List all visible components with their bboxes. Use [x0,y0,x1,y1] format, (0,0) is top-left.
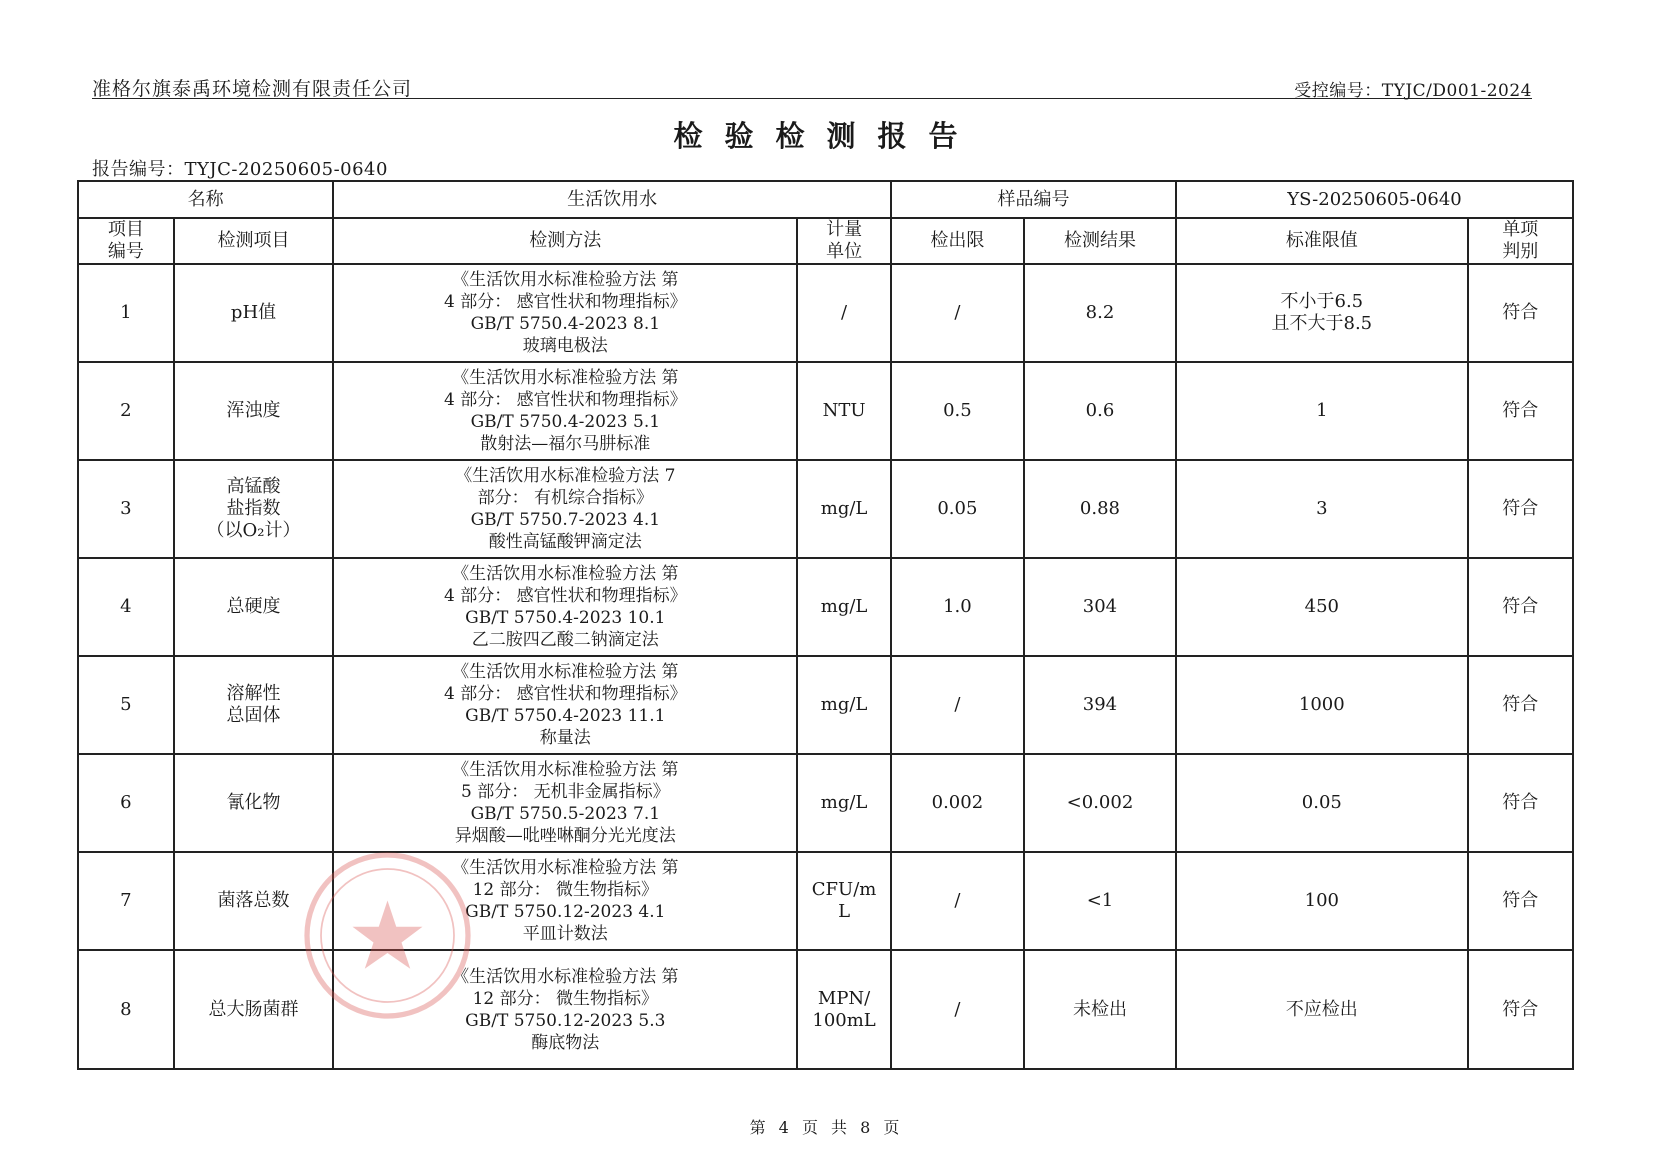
sample-info-row [78,181,1573,218]
unit-cell-line: MPN/ [817,987,871,1009]
method-cell-line: 《生活饮用水标准检验方法 第 [452,270,679,290]
item-name-cell [174,656,334,754]
standard-limit-cell [1176,852,1468,950]
sample-value: YS-20250605-0640 [1176,181,1573,218]
table-row [78,264,1573,362]
item-name-cell [174,362,334,460]
item-name-cell-line: 高锰酸 [226,476,281,497]
col-judgement-line: 判别 [1502,241,1539,262]
col-unit-line: 单位 [826,241,863,262]
standard-limit-cell-line: 1 [1316,400,1328,421]
method-cell-line: 《生活饮用水标准检验方法 第 [452,662,679,682]
standard-limit-cell-line: 1000 [1298,694,1345,715]
sample-label: 样品编号 [891,181,1176,218]
standard-limit-cell-line: 且不大于8.5 [1271,313,1373,334]
item-name-cell-line: 氰化物 [226,792,281,813]
method-cell [333,950,797,1069]
unit-cell [797,852,891,950]
detection-limit-cell: 0.002 [891,754,1024,852]
method-cell-line: GB/T 5750.5-2023 7.1 [470,804,661,824]
judgement-cell: 符合 [1468,264,1573,362]
method-cell-line: 12 部分： 微生物指标》 [472,988,659,1009]
col-unit [797,218,891,264]
method-cell-line: 称量法 [539,728,591,748]
name-value: 生活饮用水 [333,181,891,218]
report-number: 报告编号：TYJC-20250605-0640 [92,159,388,180]
name-label: 名称 [78,181,333,218]
standard-limit-cell-line: 3 [1316,498,1328,519]
method-cell [333,656,797,754]
method-cell-line: 4 部分： 感官性状和物理指标》 [443,390,687,410]
unit-cell-line: / [841,302,848,323]
col-item: 检测项目 [174,218,334,264]
method-cell-line: 《生活饮用水标准检验方法 第 [452,368,679,388]
unit-cell [797,656,891,754]
unit-cell-line: CFU/m [811,879,877,900]
standard-limit-cell-line: 不应检出 [1285,998,1358,1020]
col-limit: 检出限 [891,218,1024,264]
table-row [78,558,1573,656]
col-item-no-line: 编号 [107,241,144,262]
page-header [92,72,1532,99]
item-name-cell-line: 总固体 [226,705,281,726]
report-table-body [78,181,1573,1069]
item-name-cell-line: pH值 [230,302,277,323]
col-standard: 标准限值 [1176,218,1468,264]
item-number-cell: 2 [78,362,174,460]
method-cell [333,754,797,852]
col-method: 检测方法 [333,218,797,264]
item-name-cell-line: 溶解性 [226,683,281,704]
col-item-no-line: 项目 [107,219,144,240]
method-cell [333,460,797,558]
judgement-cell: 符合 [1468,656,1573,754]
method-cell [333,558,797,656]
method-cell-line: GB/T 5750.7-2023 4.1 [470,510,661,530]
unit-cell-line: mg/L [820,792,868,813]
result-cell: <0.002 [1024,754,1176,852]
method-cell-line: 《生活饮用水标准检验方法 7 [455,466,676,486]
result-cell: 8.2 [1024,264,1176,362]
method-cell-line: 平皿计数法 [522,924,608,944]
unit-cell [797,460,891,558]
method-cell-line: 散射法—福尔马肼标准 [480,434,651,454]
item-name-cell-line: 浑浊度 [226,400,281,421]
standard-limit-cell [1176,558,1468,656]
result-cell: 0.6 [1024,362,1176,460]
unit-cell-line: L [838,901,851,922]
method-cell-line: 《生活饮用水标准检验方法 第 [452,858,679,878]
report-table [77,180,1574,1070]
unit-cell-line: NTU [822,400,866,421]
table-row [78,460,1573,558]
standard-limit-cell [1176,950,1468,1069]
method-cell [333,362,797,460]
method-cell-line: 4 部分： 感官性状和物理指标》 [443,292,687,312]
method-cell-line: 《生活饮用水标准检验方法 第 [452,760,679,780]
col-item-no [78,218,174,264]
method-cell [333,852,797,950]
item-number-cell: 4 [78,558,174,656]
unit-cell-line: mg/L [820,498,868,519]
unit-cell-line: mg/L [820,694,868,715]
item-name-cell [174,558,334,656]
item-name-cell-line: 总硬度 [226,596,281,617]
detection-limit-cell: 1.0 [891,558,1024,656]
method-cell-line: GB/T 5750.4-2023 8.1 [470,314,661,334]
item-name-cell [174,852,334,950]
result-cell: 0.88 [1024,460,1176,558]
method-cell-line: 《生活饮用水标准检验方法 第 [452,966,679,987]
judgement-cell: 符合 [1468,460,1573,558]
item-name-cell-line: （以O₂计） [206,520,301,541]
method-cell-line: 《生活饮用水标准检验方法 第 [452,564,679,584]
unit-cell [797,558,891,656]
method-cell-line: 5 部分： 无机非金属指标》 [460,782,670,802]
table-row [78,754,1573,852]
item-name-cell [174,754,334,852]
table-row [78,950,1573,1069]
unit-cell [797,754,891,852]
item-name-cell [174,950,334,1069]
standard-limit-cell-line: 450 [1304,596,1339,617]
unit-cell-line: mg/L [820,596,868,617]
method-cell-line: GB/T 5750.4-2023 5.1 [470,412,661,432]
item-name-cell-line: 菌落总数 [217,890,290,911]
method-cell-line: 部分： 有机综合指标》 [477,488,653,508]
document-title: 检验检测报告 [673,119,980,153]
item-name-cell [174,264,334,362]
result-cell: 394 [1024,656,1176,754]
item-number-cell: 8 [78,950,174,1069]
detection-limit-cell: 0.05 [891,460,1024,558]
detection-limit-cell: / [891,656,1024,754]
table-row [78,656,1573,754]
item-number-cell: 6 [78,754,174,852]
standard-limit-cell [1176,362,1468,460]
standard-limit-cell-line: 100 [1304,890,1339,911]
column-header-row [78,218,1573,264]
standard-limit-cell-line: 不小于6.5 [1280,291,1364,312]
method-cell [333,264,797,362]
result-cell: <1 [1024,852,1176,950]
method-cell-line: 4 部分： 感官性状和物理指标》 [443,586,687,606]
method-cell-line: 酶底物法 [531,1032,600,1053]
method-cell-line: 玻璃电极法 [522,336,608,356]
item-number-cell: 3 [78,460,174,558]
standard-limit-cell [1176,264,1468,362]
detection-limit-cell: 0.5 [891,362,1024,460]
unit-cell [797,362,891,460]
method-cell-line: 乙二胺四乙酸二钠滴定法 [471,630,659,650]
judgement-cell: 符合 [1468,754,1573,852]
col-judgement-line: 单项 [1502,219,1539,240]
judgement-cell: 符合 [1468,852,1573,950]
unit-cell [797,950,891,1069]
method-cell-line: GB/T 5750.12-2023 4.1 [465,902,666,922]
col-result: 检测结果 [1024,218,1176,264]
result-cell: 304 [1024,558,1176,656]
method-cell-line: 4 部分： 感官性状和物理指标》 [443,684,687,704]
method-cell-line: GB/T 5750.12-2023 5.3 [465,1010,666,1031]
method-cell-line: 酸性高锰酸钾滴定法 [488,532,642,552]
company-name: 准格尔旗泰禹环境检测有限责任公司 [92,78,413,100]
standard-limit-cell [1176,656,1468,754]
table-row [78,362,1573,460]
col-judgement [1468,218,1573,264]
item-name-cell [174,460,334,558]
detection-limit-cell: / [891,264,1024,362]
result-cell: 未检出 [1024,950,1176,1069]
detection-limit-cell: / [891,950,1024,1069]
col-unit-line: 计量 [826,219,863,240]
judgement-cell: 符合 [1468,362,1573,460]
table-row [78,852,1573,950]
detection-limit-cell: / [891,852,1024,950]
item-number-cell: 5 [78,656,174,754]
judgement-cell: 符合 [1468,950,1573,1069]
method-cell-line: GB/T 5750.4-2023 11.1 [465,706,666,726]
judgement-cell: 符合 [1468,558,1573,656]
unit-cell [797,264,891,362]
unit-cell-line: 100mL [812,1009,876,1031]
standard-limit-cell [1176,460,1468,558]
standard-limit-cell-line: 0.05 [1301,792,1342,813]
control-number: 受控编号：TYJC/D001-2024 [1294,81,1532,101]
item-name-cell-line: 总大肠菌群 [208,998,299,1020]
item-number-cell: 7 [78,852,174,950]
method-cell-line: 异烟酸—吡唑啉酮分光光度法 [454,826,676,846]
page-footer: 第 4 页 共 8 页 [749,1118,904,1137]
method-cell-line: 12 部分： 微生物指标》 [472,880,659,900]
item-number-cell: 1 [78,264,174,362]
item-name-cell-line: 盐指数 [226,498,281,519]
method-cell-line: GB/T 5750.4-2023 10.1 [465,608,666,628]
standard-limit-cell [1176,754,1468,852]
